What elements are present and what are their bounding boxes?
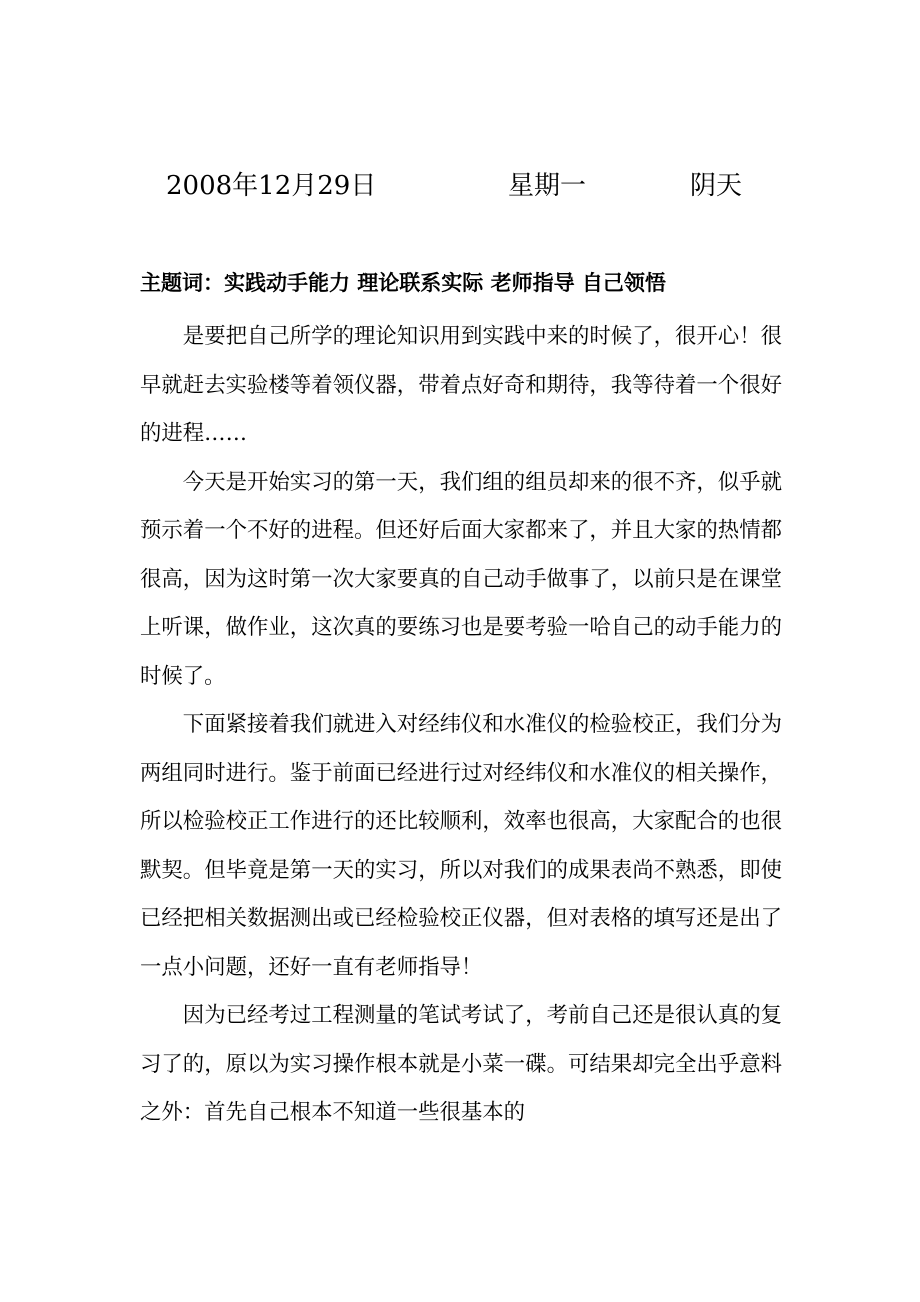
diary-body: [140, 313, 782, 1138]
diary-date: 2008年12月29日: [166, 171, 377, 201]
paragraph: 今天是开始实习的第一天，我们组的组员却来的很不齐，似乎就预示着一个不好的进程。但还好后面大家都来了，并且大家的热情都很高，因为这时第一次大家要真的自己动手做事了，以前只是在课堂上听课，做作业，这次真的要练习也是要考验一哈自己的动手能力的时候了。: [140, 469, 782, 689]
diary-weekday: 星期一: [508, 171, 587, 201]
paragraph: 是要把自己所学的理论知识用到实践中来的时候了，很开心！很早就赶去实验楼等着领仪器，带着点好奇和期待，我等待着一个很好的进程……: [140, 324, 782, 446]
diary-weather: 阴天: [690, 171, 743, 201]
keywords-line: 主题词：实践动手能力 理论联系实际 老师指导 自己领悟: [140, 271, 666, 295]
paragraph: 因为已经考过工程测量的笔试考试了，考前自己还是很认真的复习了的，原以为实习操作根本就是小菜一碟。可结果却完全出乎意料之外：首先自己根本不知道一些很基本的: [140, 1003, 782, 1125]
diary-header: [0, 166, 920, 206]
paragraph: 下面紧接着我们就进入对经纬仪和水准仪的检验校正，我们分为两组同时进行。鉴于前面已经进行过对经纬仪和水准仪的相关操作，所以检验校正工作进行的还比较顺利，效率也很高，大家配合的也很默契。但毕竟是第一天的实习，所以对我们的成果表尚不熟悉，即使已经把相关数据测出或已经检验校正仪器，但对表格的填写还是出了一点小问题，还好一直有老师指导！: [140, 712, 782, 980]
